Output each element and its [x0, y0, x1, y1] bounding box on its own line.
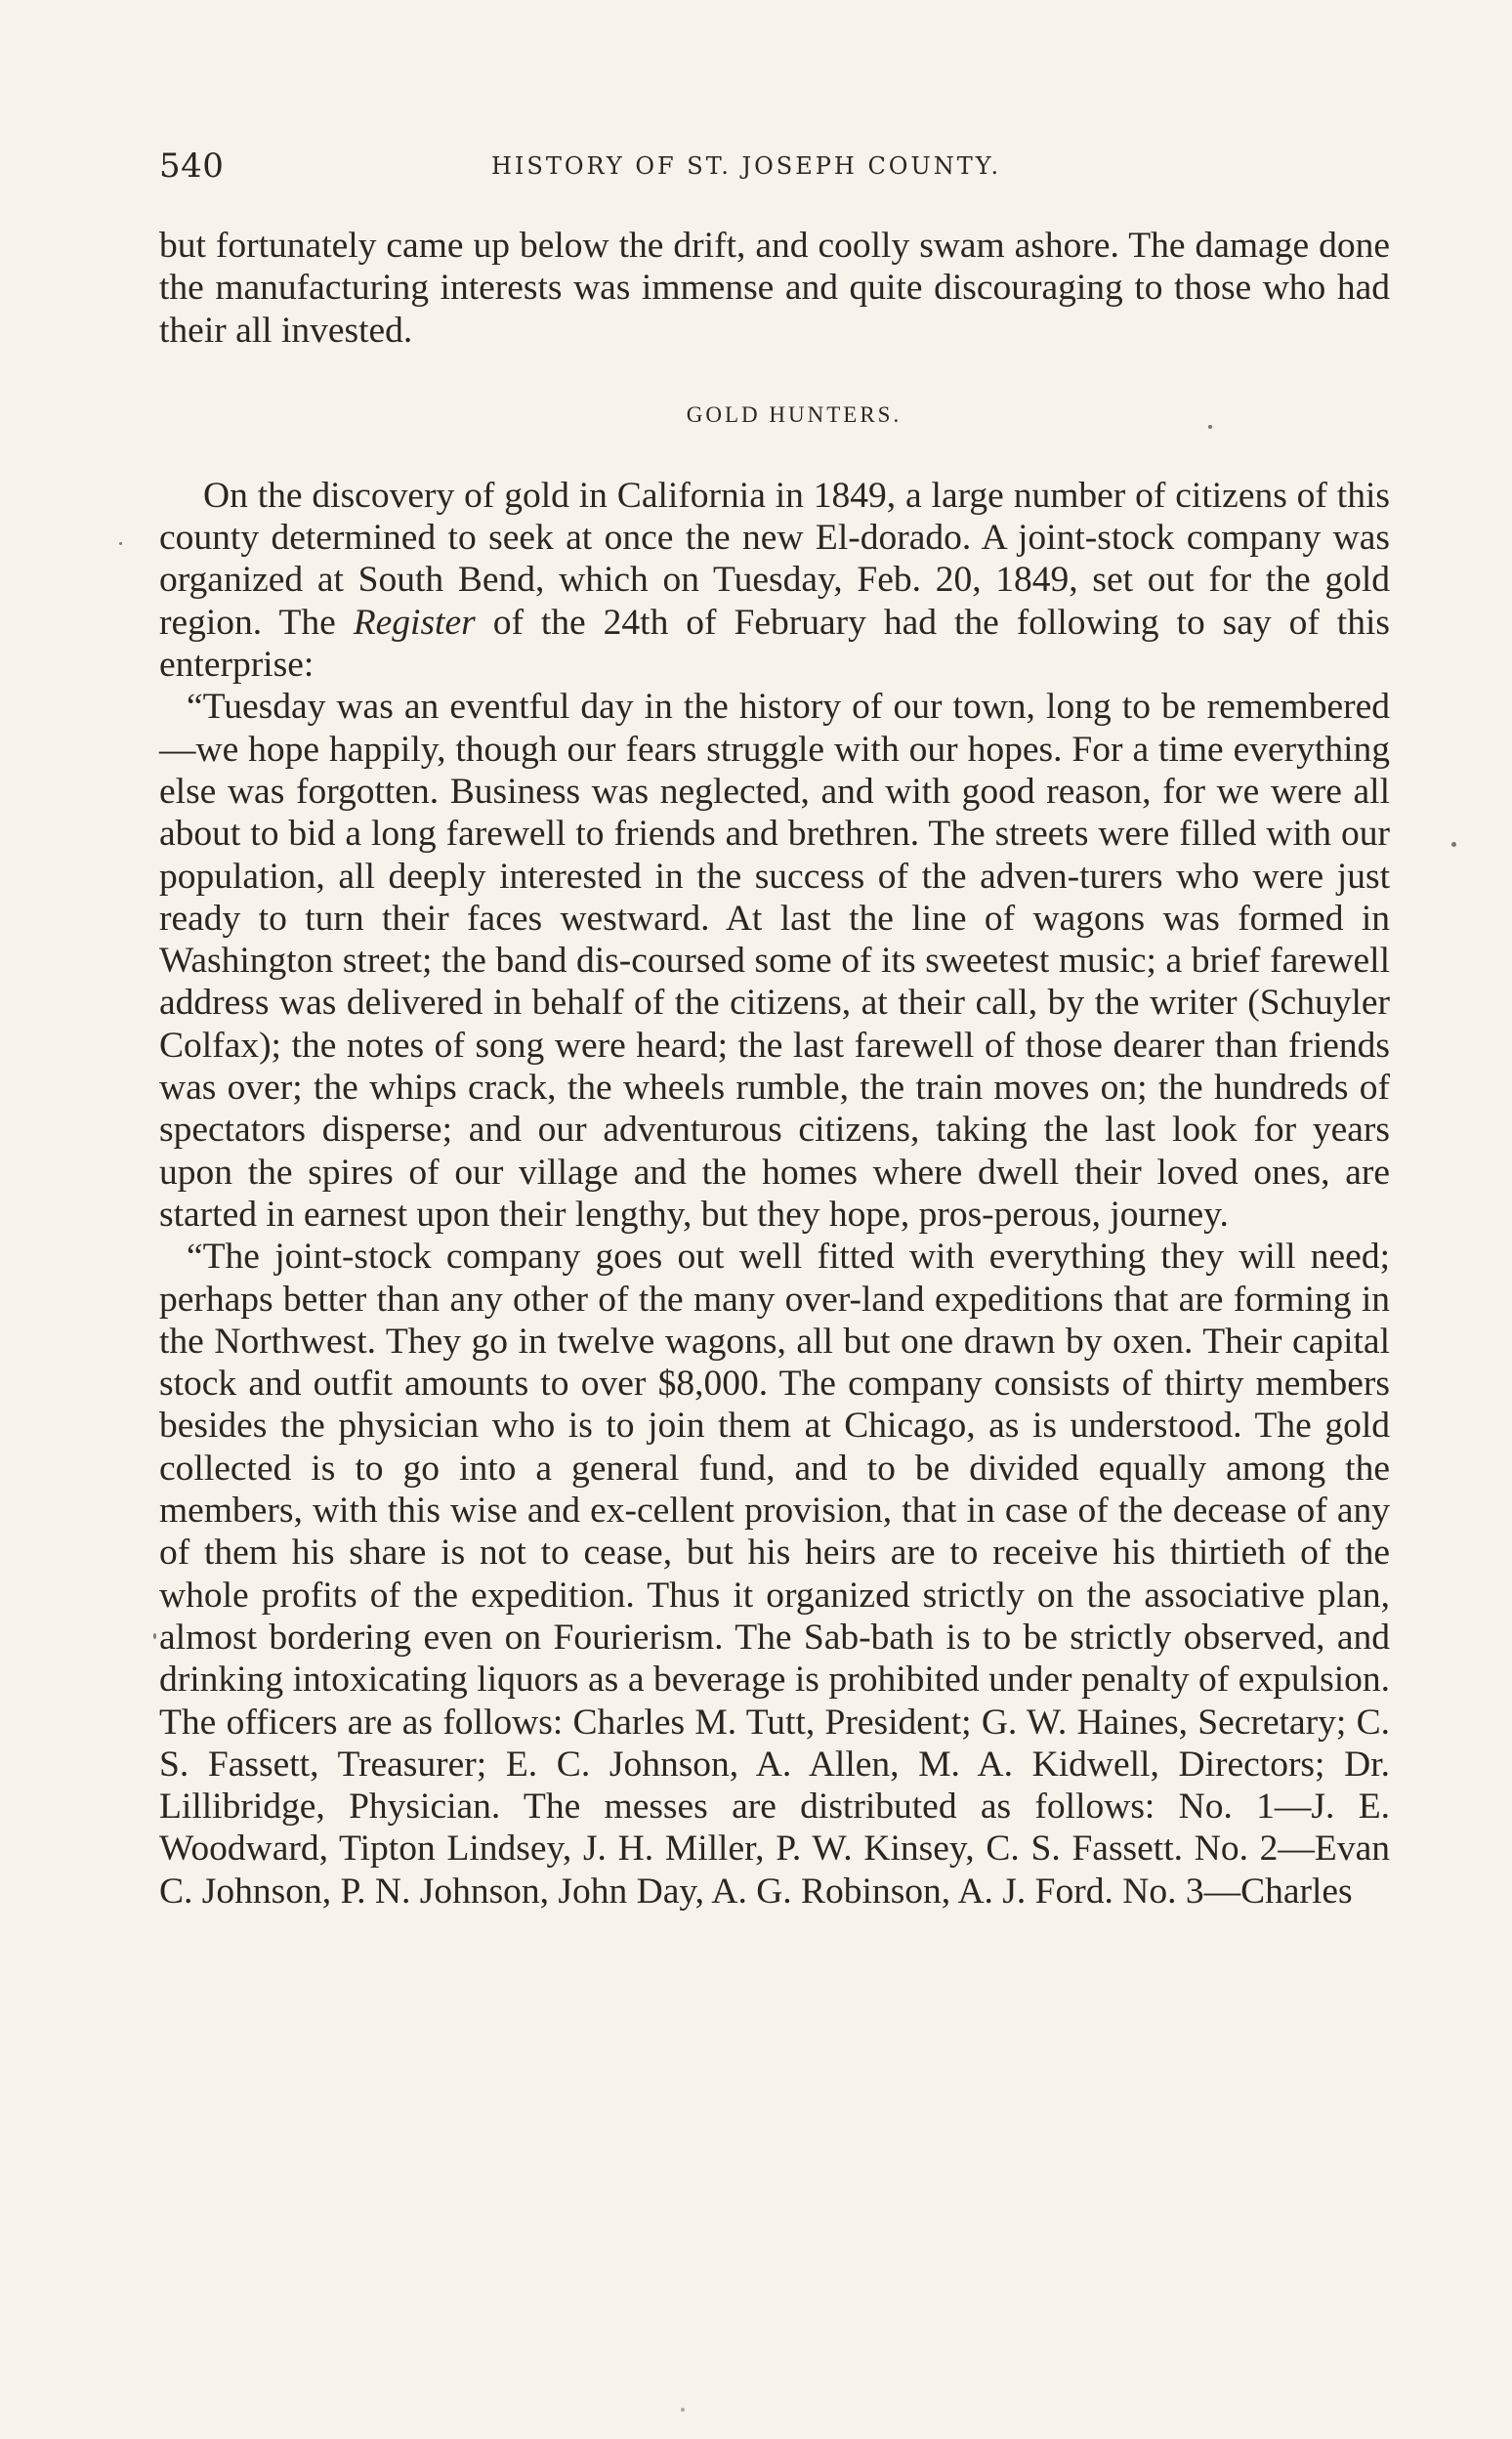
section-heading: GOLD HUNTERS.: [686, 401, 903, 427]
quote-paragraph-1: “Tuesday was an eventful day in the history of our town, long to be remembered—we hope happily, though our fears struggle with our hopes. For a time everything else was forgotten. Business was neglected, and with good reason, for we were all about to bid a long farewell to friends and brethren. The streets were filled with our population, all deeply interested in the success of the adven-turers who were just ready to turn their faces westward. At last the line of wagons was formed in Washington street; the band dis-coursed some of its sweetest music; a brief farewell address was delivered in behalf of the citizens, at their call, by the writer (Schuyler Colfax); the notes of song were heard; the last farewell of those dearer than friends was over; the whips crack, the wheels rumble, the train moves on; the hundreds of spectators disperse; and our adventurous citizens, taking the last look for years upon the spires of our village and the homes where dwell their loved ones, are started in earnest upon their lengthy, but they hope, pros-perous, journey.: [159, 687, 1390, 1235]
quote-paragraph-2: “The joint-stock company goes out well fitted with everything they will need; perhaps better than any other of the many over-land expeditions that are forming in the Northwest. They go in twelve wagons, all but one drawn by oxen. Their capital stock and outfit amounts to over $8,000. The company consists of thirty members besides the physician who is to join them at Chicago, as is understood. The gold collected is to go into a general fund, and to be divided equally among the members, with this wise and ex-cellent provision, that in case of the decease of any of them his share is not to cease, but his heirs are to receive his thirtieth of the whole profits of the expedition. Thus it organized strictly on the associative plan, almost bordering even on Fourierism. The Sab-bath is to be strictly observed, and drinking intoxicating liquors as a beverage is prohibited under penalty of expulsion. The officers are as follows: Charles M. Tutt, President; G. W. Haines, Secretary; C. S. Fassett, Treasurer; E. C. Johnson, A. Allen, M. A. Kidwell, Directors; Dr. Lillibridge, Physician. The messes are distributed as follows: No. 1—J. E. Woodward, Tipton Lindsey, J. H. Miller, P. W. Kinsey, C. S. Fassett. No. 2—Evan C. Johnson, P. N. Johnson, John Day, A. G. Robinson, A. J. Ford. No. 3—Charles: [159, 1237, 1390, 1912]
paper-speck: [681, 2408, 685, 2412]
page-number: 540: [159, 147, 225, 186]
opening-paragraph: but fortunately came up below the drift, and coolly swam ashore. The damage done the manufacturing interests was immense and quite discouraging to those who had their all invested.: [159, 226, 1390, 351]
paper-speck: [153, 1633, 156, 1639]
intro-paragraph: [159, 475, 1390, 686]
intro-text-start: On the discovery of gold in California in 1849, a large number of citizens of this county determined to seek at once the new El-dorado. A joint-stock company was organized at South Bend, which on Tuesday, Feb. 20, 1849, set out for the gold region. The: [159, 475, 1390, 643]
paper-speck: [1451, 842, 1456, 847]
running-title: HISTORY OF ST. JOSEPH COUNTY.: [491, 152, 1002, 180]
paper-speck: [119, 542, 122, 545]
paper-speck: [1208, 425, 1212, 429]
intro-text-end: of the 24th of February had the following to say of this enterprise:: [159, 602, 1390, 686]
body-text: [159, 225, 1390, 1913]
running-head: [159, 147, 1390, 195]
newspaper-title: Register: [353, 602, 476, 643]
